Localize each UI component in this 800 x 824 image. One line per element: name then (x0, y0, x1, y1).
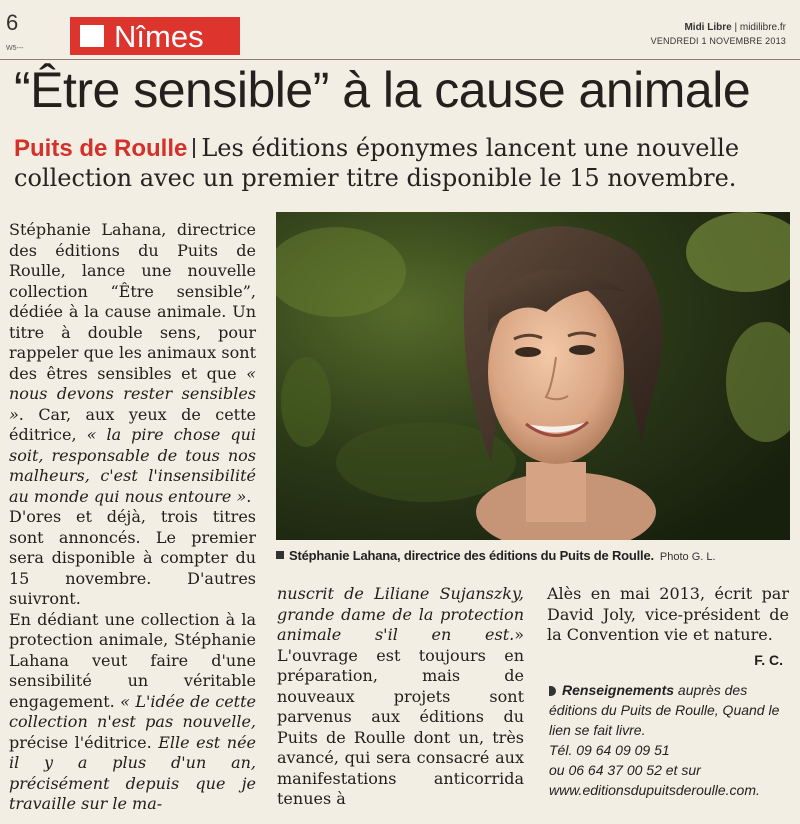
text-run: » L'ouvrage est toujours en préparation, mais de nouveaux projets sont parvenus aux éditions du Puits de Roulle dont un, très avancé, qui sera consacré aux manifestations anticorrida tenues à (277, 625, 524, 808)
page-code: W5--- (6, 45, 24, 52)
page-number: 6 (6, 10, 19, 35)
paragraph (277, 584, 524, 810)
quote: « la pire chose qui soit, responsable de tous nos malheurs, c'est l'insensibilité au monde qui nous entoure » (9, 425, 257, 506)
text-run: précise l'éditrice. (9, 732, 159, 752)
article-column-2 (277, 584, 524, 810)
info-text: auprès des éditions du Puits de Roulle, Quand le lien se fait livre. (549, 682, 780, 738)
info-title: Renseignements (562, 682, 675, 698)
text-run: . Car, aux yeux de cette éditrice, (9, 404, 256, 444)
text-run: En dédiant une collection à la protection animale, Stéphanie Lahana veut faire d'une sensibilité un véritable engagement. (9, 609, 256, 711)
kicker-divider (193, 138, 195, 158)
article-column-3 (547, 584, 789, 670)
article-column-1 (9, 220, 256, 815)
paragraph (9, 610, 256, 815)
quote: « nous devons rester sensibles » (9, 363, 256, 424)
masthead-brand (651, 22, 786, 33)
issue-date: VENDREDI 1 NOVEMBRE 2013 (650, 36, 786, 46)
quote: Elle est née il y a plus d'un an, précisément depuis que je travaille sur le ma- (9, 732, 256, 813)
info-intro (549, 680, 794, 740)
header-rule (0, 59, 800, 60)
square-icon (276, 551, 284, 559)
quote: « L'idée de cette collection n'est pas nouvelle, (9, 691, 256, 731)
paragraph: Alès en mai 2013, écrit par David Joly, vice-président de la Convention vie et nature. (547, 584, 789, 644)
portrait-illustration (276, 212, 790, 540)
text-run: Stéphanie Lahana, directrice des éditions du Puits de Roulle, lance une nouvelle collection “Être sensible”, dédiée à la cause animale. Un titre à double sens, pour rappeler que les animaux sont des êtres sensibles et que (9, 220, 256, 383)
square-icon (80, 25, 104, 47)
website-link: www.editionsdupuitsderoulle.com. (549, 782, 760, 798)
caption-text: Stéphanie Lahana, directrice des éditions du Puits de Roulle. (289, 548, 654, 563)
phone-number-2: ou 06 64 37 00 52 et sur (549, 762, 701, 778)
paragraph: D'ores et déjà, trois titres sont annoncés. Le premier sera disponible à compter du 15 novembre. D'autres suivront. (9, 507, 256, 608)
site-name: midilibre.fr (739, 22, 786, 33)
bullet-icon (549, 686, 556, 696)
photo-credit: Photo G. L. (659, 551, 716, 563)
kicker: Puits de Roulle (14, 135, 188, 162)
subhead: Les éditions éponymes lancent une nouvelle collection avec un premier titre disponible le 15 novembre. (14, 134, 740, 192)
info-box (549, 680, 794, 800)
phone-number: Tél. 09 64 09 09 51 (549, 742, 670, 758)
subhead-block (14, 134, 790, 193)
headline: “Être sensible” à la cause animale (14, 62, 751, 118)
paragraph (9, 220, 256, 507)
portrait-photo (276, 212, 790, 540)
section-tag (70, 17, 240, 55)
quote: nuscrit de Liliane Sujanszky, grande dame de la protection animale s'il en est. (277, 584, 524, 644)
section-title: Nîmes (114, 18, 204, 54)
text-run: . (246, 486, 252, 506)
divider: | (734, 22, 740, 33)
photo-caption (276, 548, 796, 563)
publication-name: Midi Libre (684, 22, 732, 33)
masthead (651, 22, 786, 46)
author-signature: F. C. (754, 651, 783, 668)
